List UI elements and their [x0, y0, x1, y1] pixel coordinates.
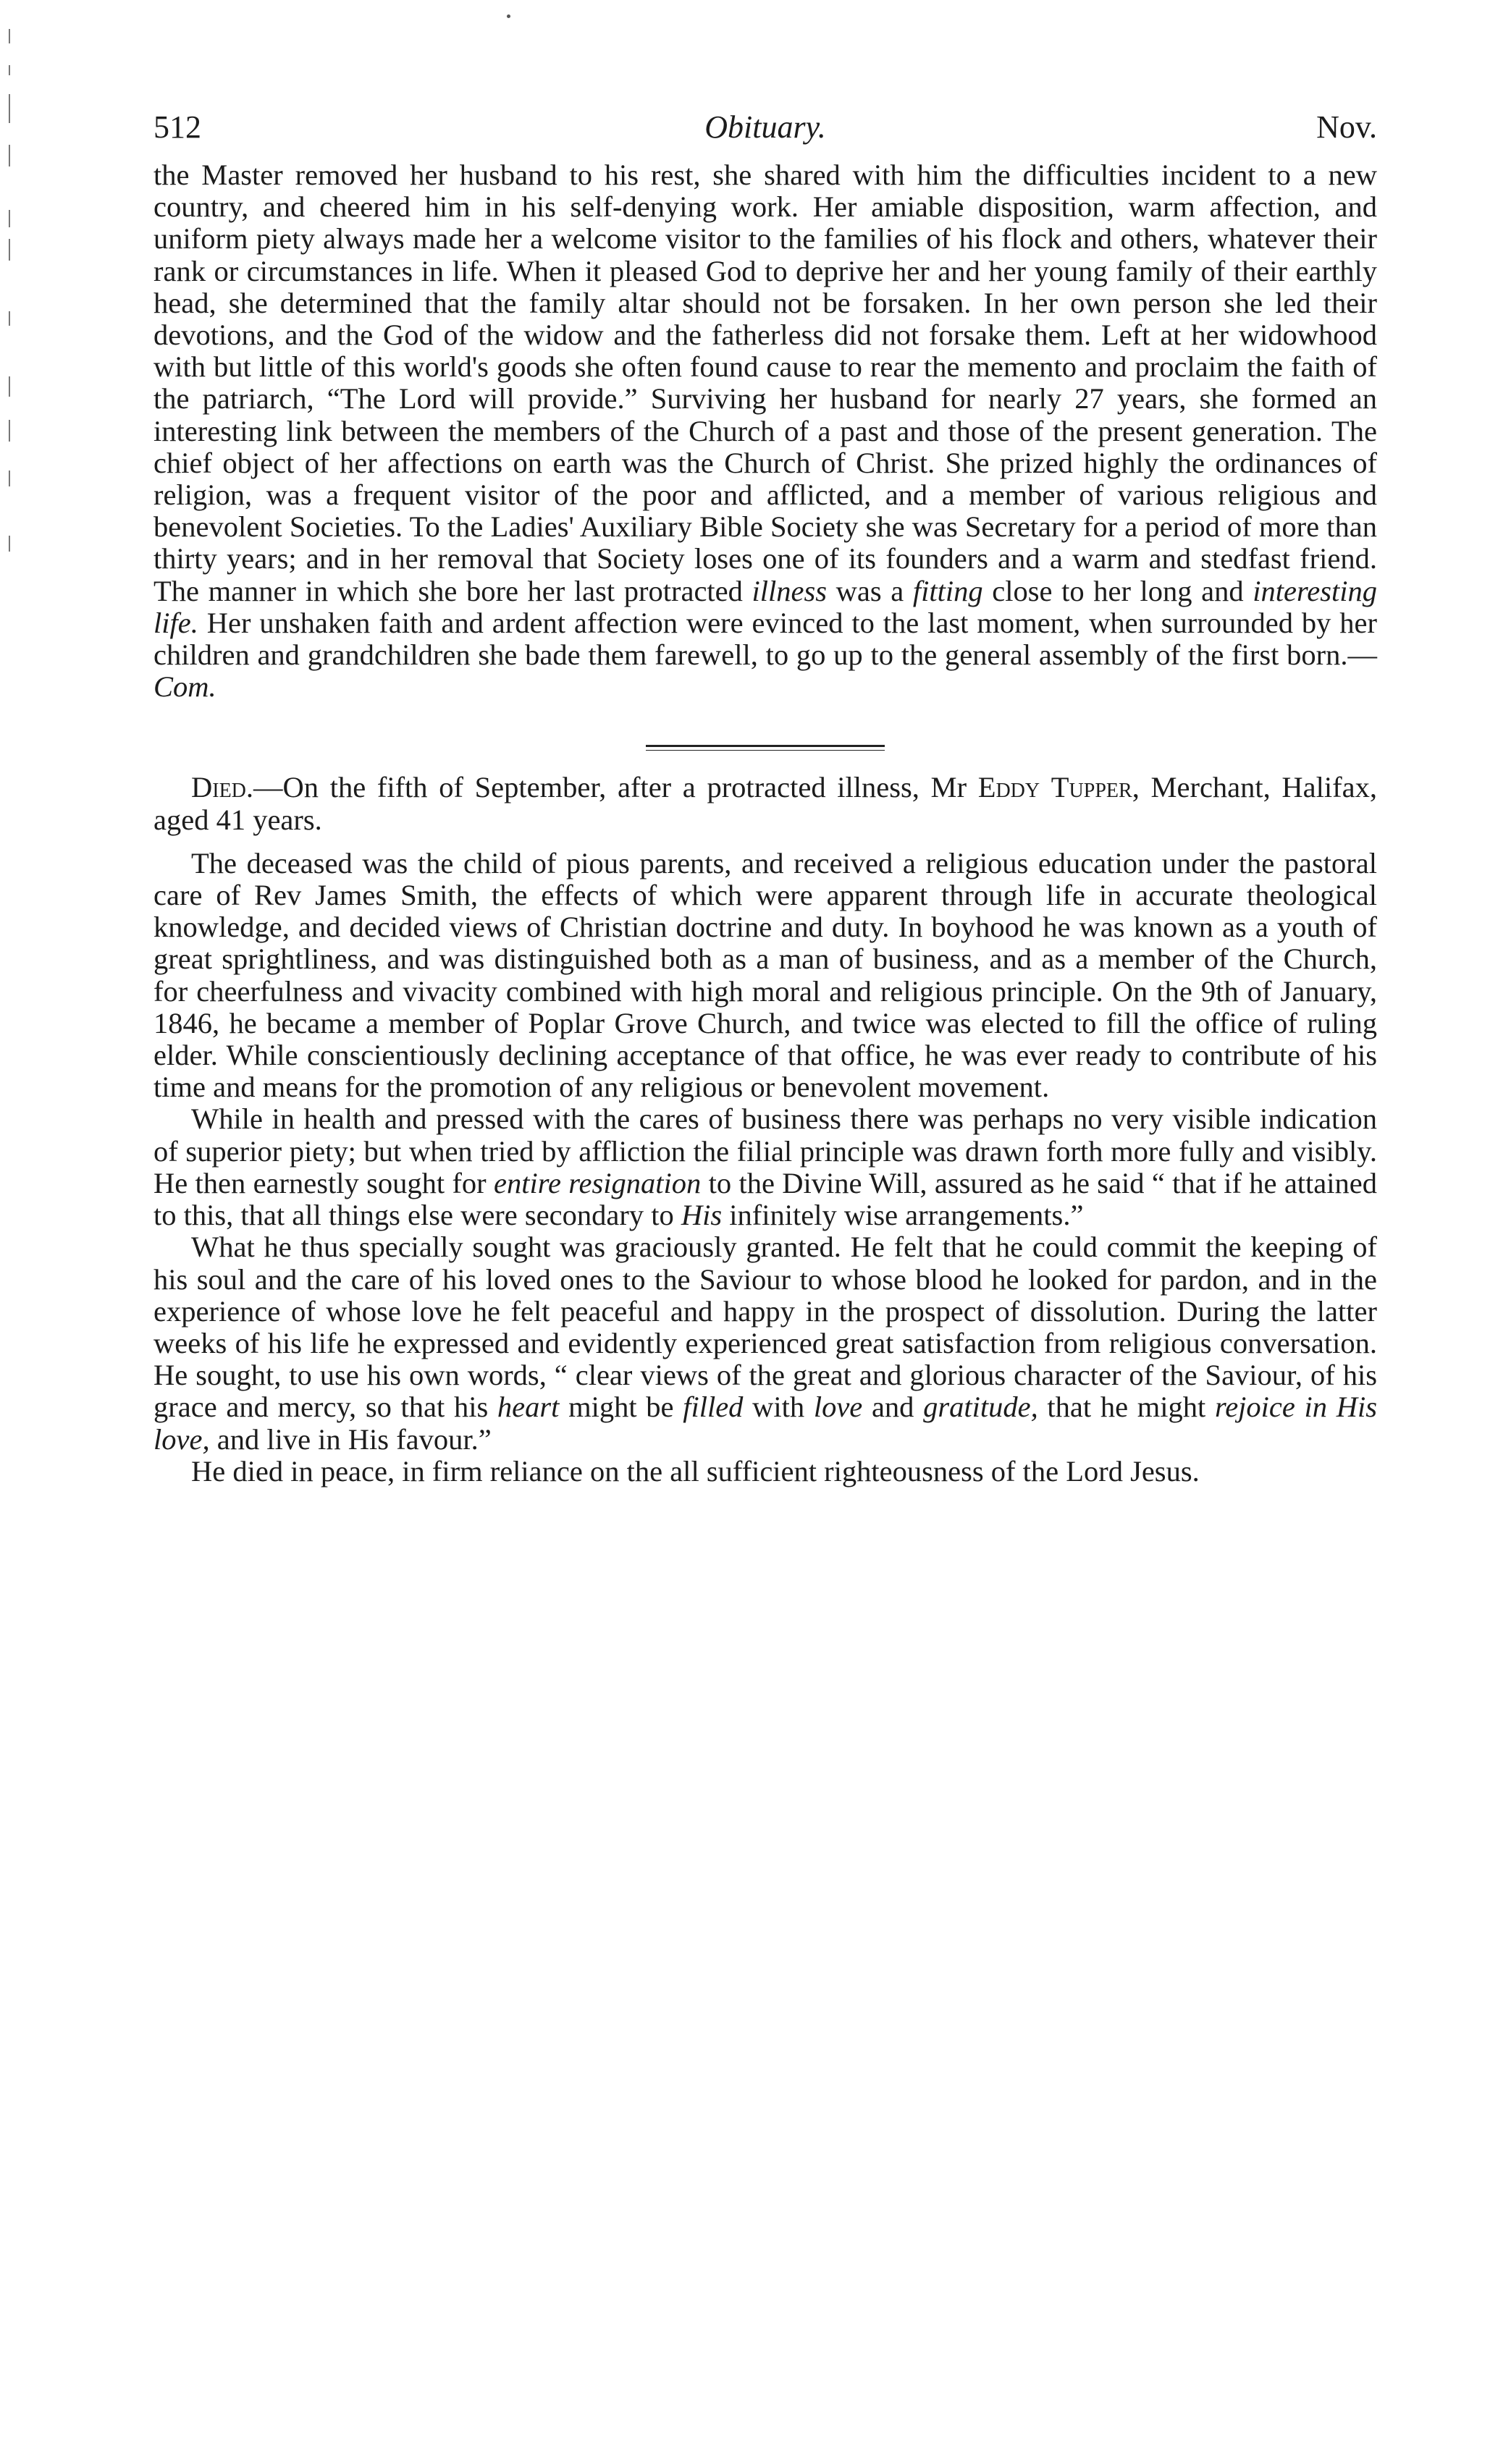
died-label: Died.	[191, 771, 254, 804]
section-divider	[646, 745, 885, 747]
obituary-paragraph-4: He died in peace, in firm reliance on the all sufficient righteousness of the Lord Jesus.	[191, 1454, 1200, 1488]
text-run: —On the fifth of September, after a protracted illness, Mr	[253, 771, 978, 804]
text-run: close to her long and	[982, 574, 1253, 607]
italic-word: fitting	[912, 574, 983, 607]
obituary-paragraph-1: The deceased was the child of pious parents, and received a religious education under the pastoral care of Rev James Smith, the effects of which were apparent through life in accurate theological knowledge, and decided views of Christian doctrine and duty. In boyhood he was known as a youth of great sprightliness, and was distinguished both as a man of business, and as a member of the Church, for cheerfulness and vivacity combined with high moral and religious principle. On the 9th of January, 1846, he became a member of Poplar Grove Church, and twice was elected to fill the office of ruling elder. While conscientiously declining acceptance of that office, he was ever ready to contribute of his time and means for the promotion of any religious or benevolent movement.	[153, 846, 1377, 1104]
text-run: and	[862, 1391, 924, 1424]
text-run: might be	[559, 1391, 683, 1424]
text-run: and live in His favour.”	[209, 1422, 492, 1456]
italic-word: heart	[497, 1391, 560, 1424]
deceased-first-name: Eddy	[977, 771, 1040, 804]
print-speck	[507, 14, 510, 18]
continuation-paragraph	[153, 159, 1377, 703]
obituary-paragraph-3	[153, 1231, 1377, 1455]
text-run: What he thus specially sought was graciously granted. He felt that he could commit the keeping of his soul and the care of his loved ones to the Saviour to whose blood he looked for pardon, and in the experience of whose love he felt peaceful and happy in the prospect of dissolution. During the latter weeks of his life he expressed and evidently experienced great satisfaction from religious conversation. He sought, to use his own words, “ clear views of the great and glorious character of the Saviour, of his grace and mercy, so that his	[153, 1231, 1377, 1424]
italic-word: illness	[752, 574, 828, 607]
section-title: Obituary.	[704, 109, 826, 145]
text-run: that he might	[1037, 1391, 1215, 1424]
signature: Com.	[153, 670, 216, 704]
obituary-paragraph-2	[153, 1103, 1377, 1231]
margin-marks	[3, 0, 17, 2464]
italic-word: His	[681, 1199, 723, 1232]
book-page	[153, 109, 1377, 1488]
text-run: was a	[827, 574, 913, 607]
italic-word: love	[813, 1391, 863, 1424]
continuation-text: the Master removed her husband to his rest, she shared with him the difficulties incident to a new country, and cheered him in his self-denying work. Her amiable disposition, warm affection, and uniform piety always made her a welcome visitor to the families of his flock and others, whatever their rank or circumstances in life. When it pleased God to deprive her and her young family of their earthly head, she determined that the family altar should not be forsaken. In her own person she led their devotions, and the God of the widow and the fatherless did not forsake them. Left at her widowhood with but little of this world's goods she often found cause to rear the memento and proclaim the faith of the patriarch, “The Lord will provide.” Surviving her husband for nearly 27 years, she formed an interesting link between the members of the Church of a past and those of the present generation. The chief object of her affections on earth was the Church of Christ. She prized highly the ordinances of religion, was a frequent visitor of the poor and afflicted, and a member of various religious and benevolent Societies. To the Ladies' Auxiliary Bible Society she was Secretary for a period of more than thirty years; and in her removal that Society loses one of its founders and a warm and stedfast friend. The manner in which she bore her last protracted	[153, 159, 1377, 607]
text-run: , Merchant, Halifax, aged 41 years.	[153, 771, 1378, 836]
italic-phrase: rejoice in His love,	[153, 1391, 1377, 1456]
death-notice	[153, 772, 1377, 835]
text-run: to the Divine Will, assured as he said “ that if he attained to this, that all things else were secondary to	[153, 1166, 1377, 1232]
month-label: Nov.	[1316, 109, 1377, 145]
italic-phrase: entire resignation	[494, 1166, 702, 1199]
text-run: with	[743, 1391, 814, 1424]
text-run: While in health and pressed with the cares of business there was perhaps no very visible indication of superior piety; but when tried by affliction the filial principle was drawn forth more fully and visibly. He then earnestly sought for	[153, 1102, 1377, 1199]
italic-word: filled	[683, 1391, 744, 1424]
text-run: infinitely wise arrangements.”	[722, 1199, 1084, 1232]
running-head	[153, 109, 1377, 159]
text-run: Her unshaken faith and ardent affection were evinced to the last moment, when surrounded by her children and grandchildren she bade them farewell, to go up to the general assembly of the first born.—	[153, 606, 1377, 672]
italic-word: interesting life.	[153, 574, 1377, 639]
deceased-last-name: Tupper	[1051, 771, 1132, 804]
page-number: 512	[153, 109, 201, 145]
italic-word: gratitude,	[923, 1391, 1038, 1424]
